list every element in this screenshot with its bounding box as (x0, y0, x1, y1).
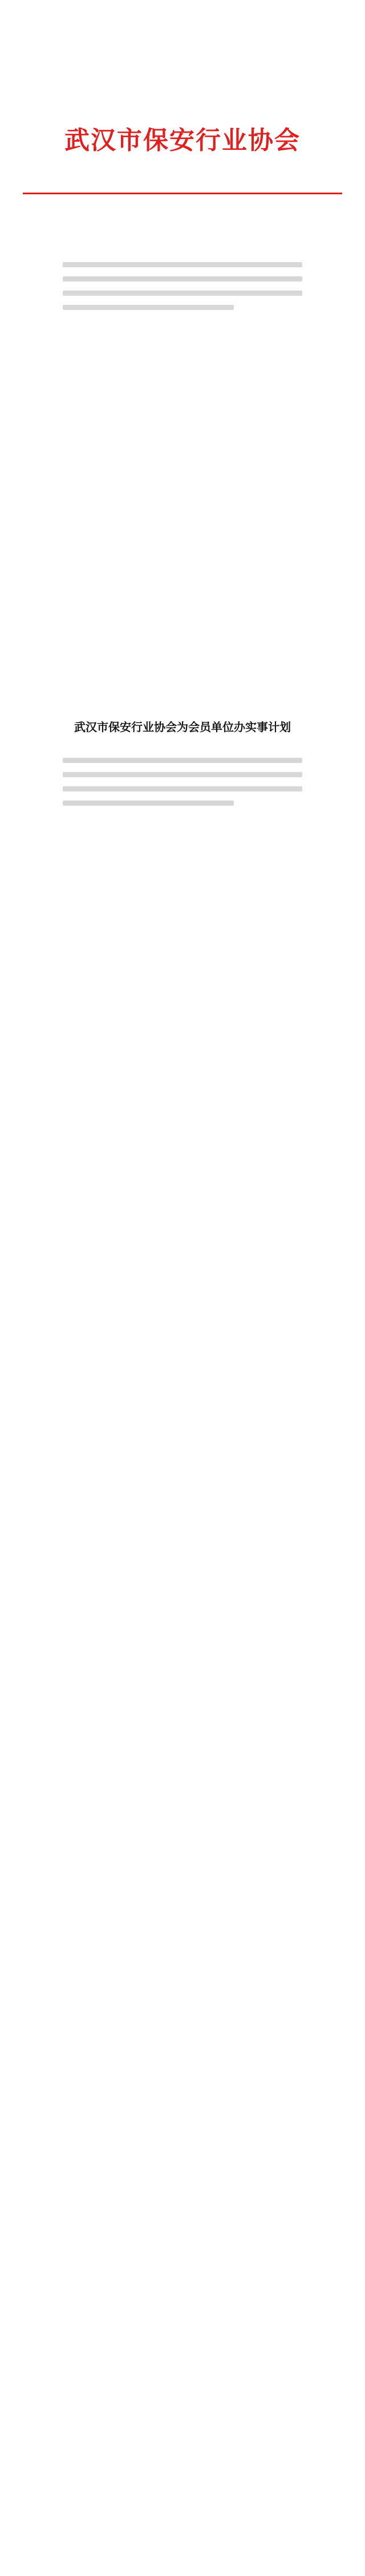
body-text-placeholder (63, 758, 302, 763)
body-text-placeholder (63, 772, 302, 777)
notice-page (0, 0, 365, 638)
body-text-placeholder (63, 786, 302, 791)
body-text-placeholder (63, 276, 302, 281)
body-text-placeholder (63, 291, 302, 296)
body-text-placeholder (63, 262, 302, 267)
body-text-placeholder (63, 801, 234, 806)
body-text-placeholder (63, 305, 234, 310)
attachment-title: 武汉市保安行业协会为会员单位办实事计划 (74, 720, 291, 734)
org-header-title: 武汉市保安行业协会 (64, 126, 301, 155)
red-divider (23, 193, 342, 194)
attachment-page (0, 661, 365, 2576)
